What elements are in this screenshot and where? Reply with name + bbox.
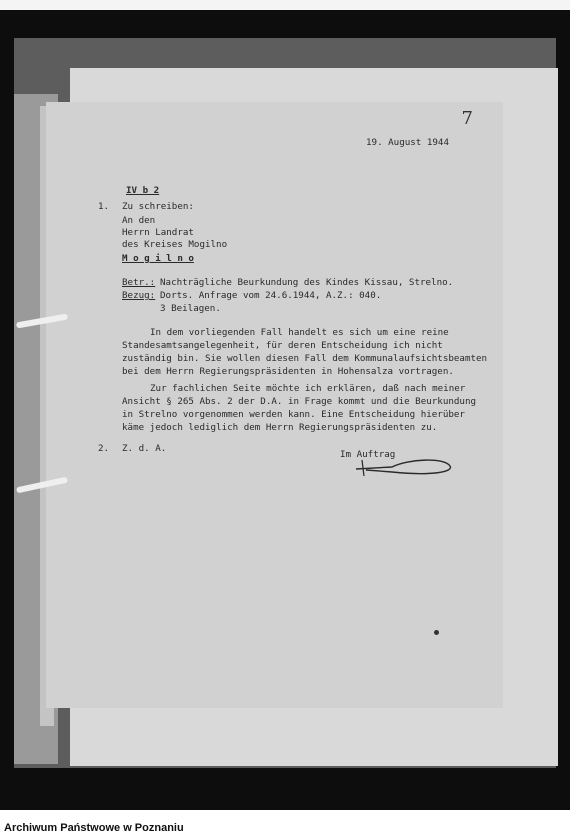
paragraph1-line2: Standesamtsangelegenheit, für deren Entscheidung ich nicht bbox=[122, 340, 443, 351]
department-code: IV b 2 bbox=[126, 185, 160, 196]
signoff: Im Auftrag bbox=[340, 449, 396, 460]
paragraph1-line3: zuständig bin. Sie wollen diesen Fall dem Kommunalaufsichtsbeamten bbox=[122, 353, 488, 364]
handwritten-signature bbox=[352, 454, 456, 478]
paragraph2-line1: Zur fachlichen Seite möchte ich erklären, daß nach meiner bbox=[150, 383, 466, 394]
paragraph1-line4: bei dem Herrn Regierungspräsidenten in Hohensalza vortragen. bbox=[122, 366, 454, 377]
reference-text: Dorts. Anfrage vom 24.6.1944, A.Z.: 040. bbox=[160, 290, 382, 301]
scan-background bbox=[0, 10, 570, 810]
attachments: 3 Beilagen. bbox=[160, 303, 221, 314]
addressee-city: M o g i l n o bbox=[122, 253, 194, 264]
paragraph1-line1: In dem vorliegenden Fall handelt es sich um eine reine bbox=[150, 327, 449, 338]
subject-label: Betr.: bbox=[122, 277, 156, 288]
archive-name: Archiwum Państwowe w Poznaniu bbox=[4, 822, 184, 834]
addressee-line1: An den bbox=[122, 215, 156, 226]
item2-number: 2. bbox=[98, 443, 110, 454]
top-strip bbox=[0, 0, 570, 10]
footer-bar bbox=[0, 810, 570, 840]
paragraph2-line4: käme jedoch lediglich dem Herrn Regierungspräsidenten zu. bbox=[122, 422, 438, 433]
letter-page bbox=[46, 102, 503, 708]
addressee-line2: Herrn Landrat bbox=[122, 227, 194, 238]
letter-date: 19. August 1944 bbox=[366, 137, 449, 148]
folio-number: 7 bbox=[461, 108, 473, 129]
item2-text: Z. d. A. bbox=[122, 443, 167, 454]
paragraph2-line2: Ansicht § 265 Abs. 2 der D.A. in Frage kommt und die Beurkundung bbox=[122, 396, 477, 407]
item1-number: 1. bbox=[98, 201, 110, 212]
paper-mark bbox=[434, 630, 439, 635]
addressee-line3: des Kreises Mogilno bbox=[122, 239, 228, 250]
paragraph2-line3: in Strelno vorgenommen werden kann. Eine Entscheidung hierüber bbox=[122, 409, 465, 420]
subject-text: Nachträgliche Beurkundung des Kindes Kissau, Strelno. bbox=[160, 277, 454, 288]
item1-heading: Zu schreiben: bbox=[122, 201, 194, 212]
reference-label: Bezug: bbox=[122, 290, 156, 301]
